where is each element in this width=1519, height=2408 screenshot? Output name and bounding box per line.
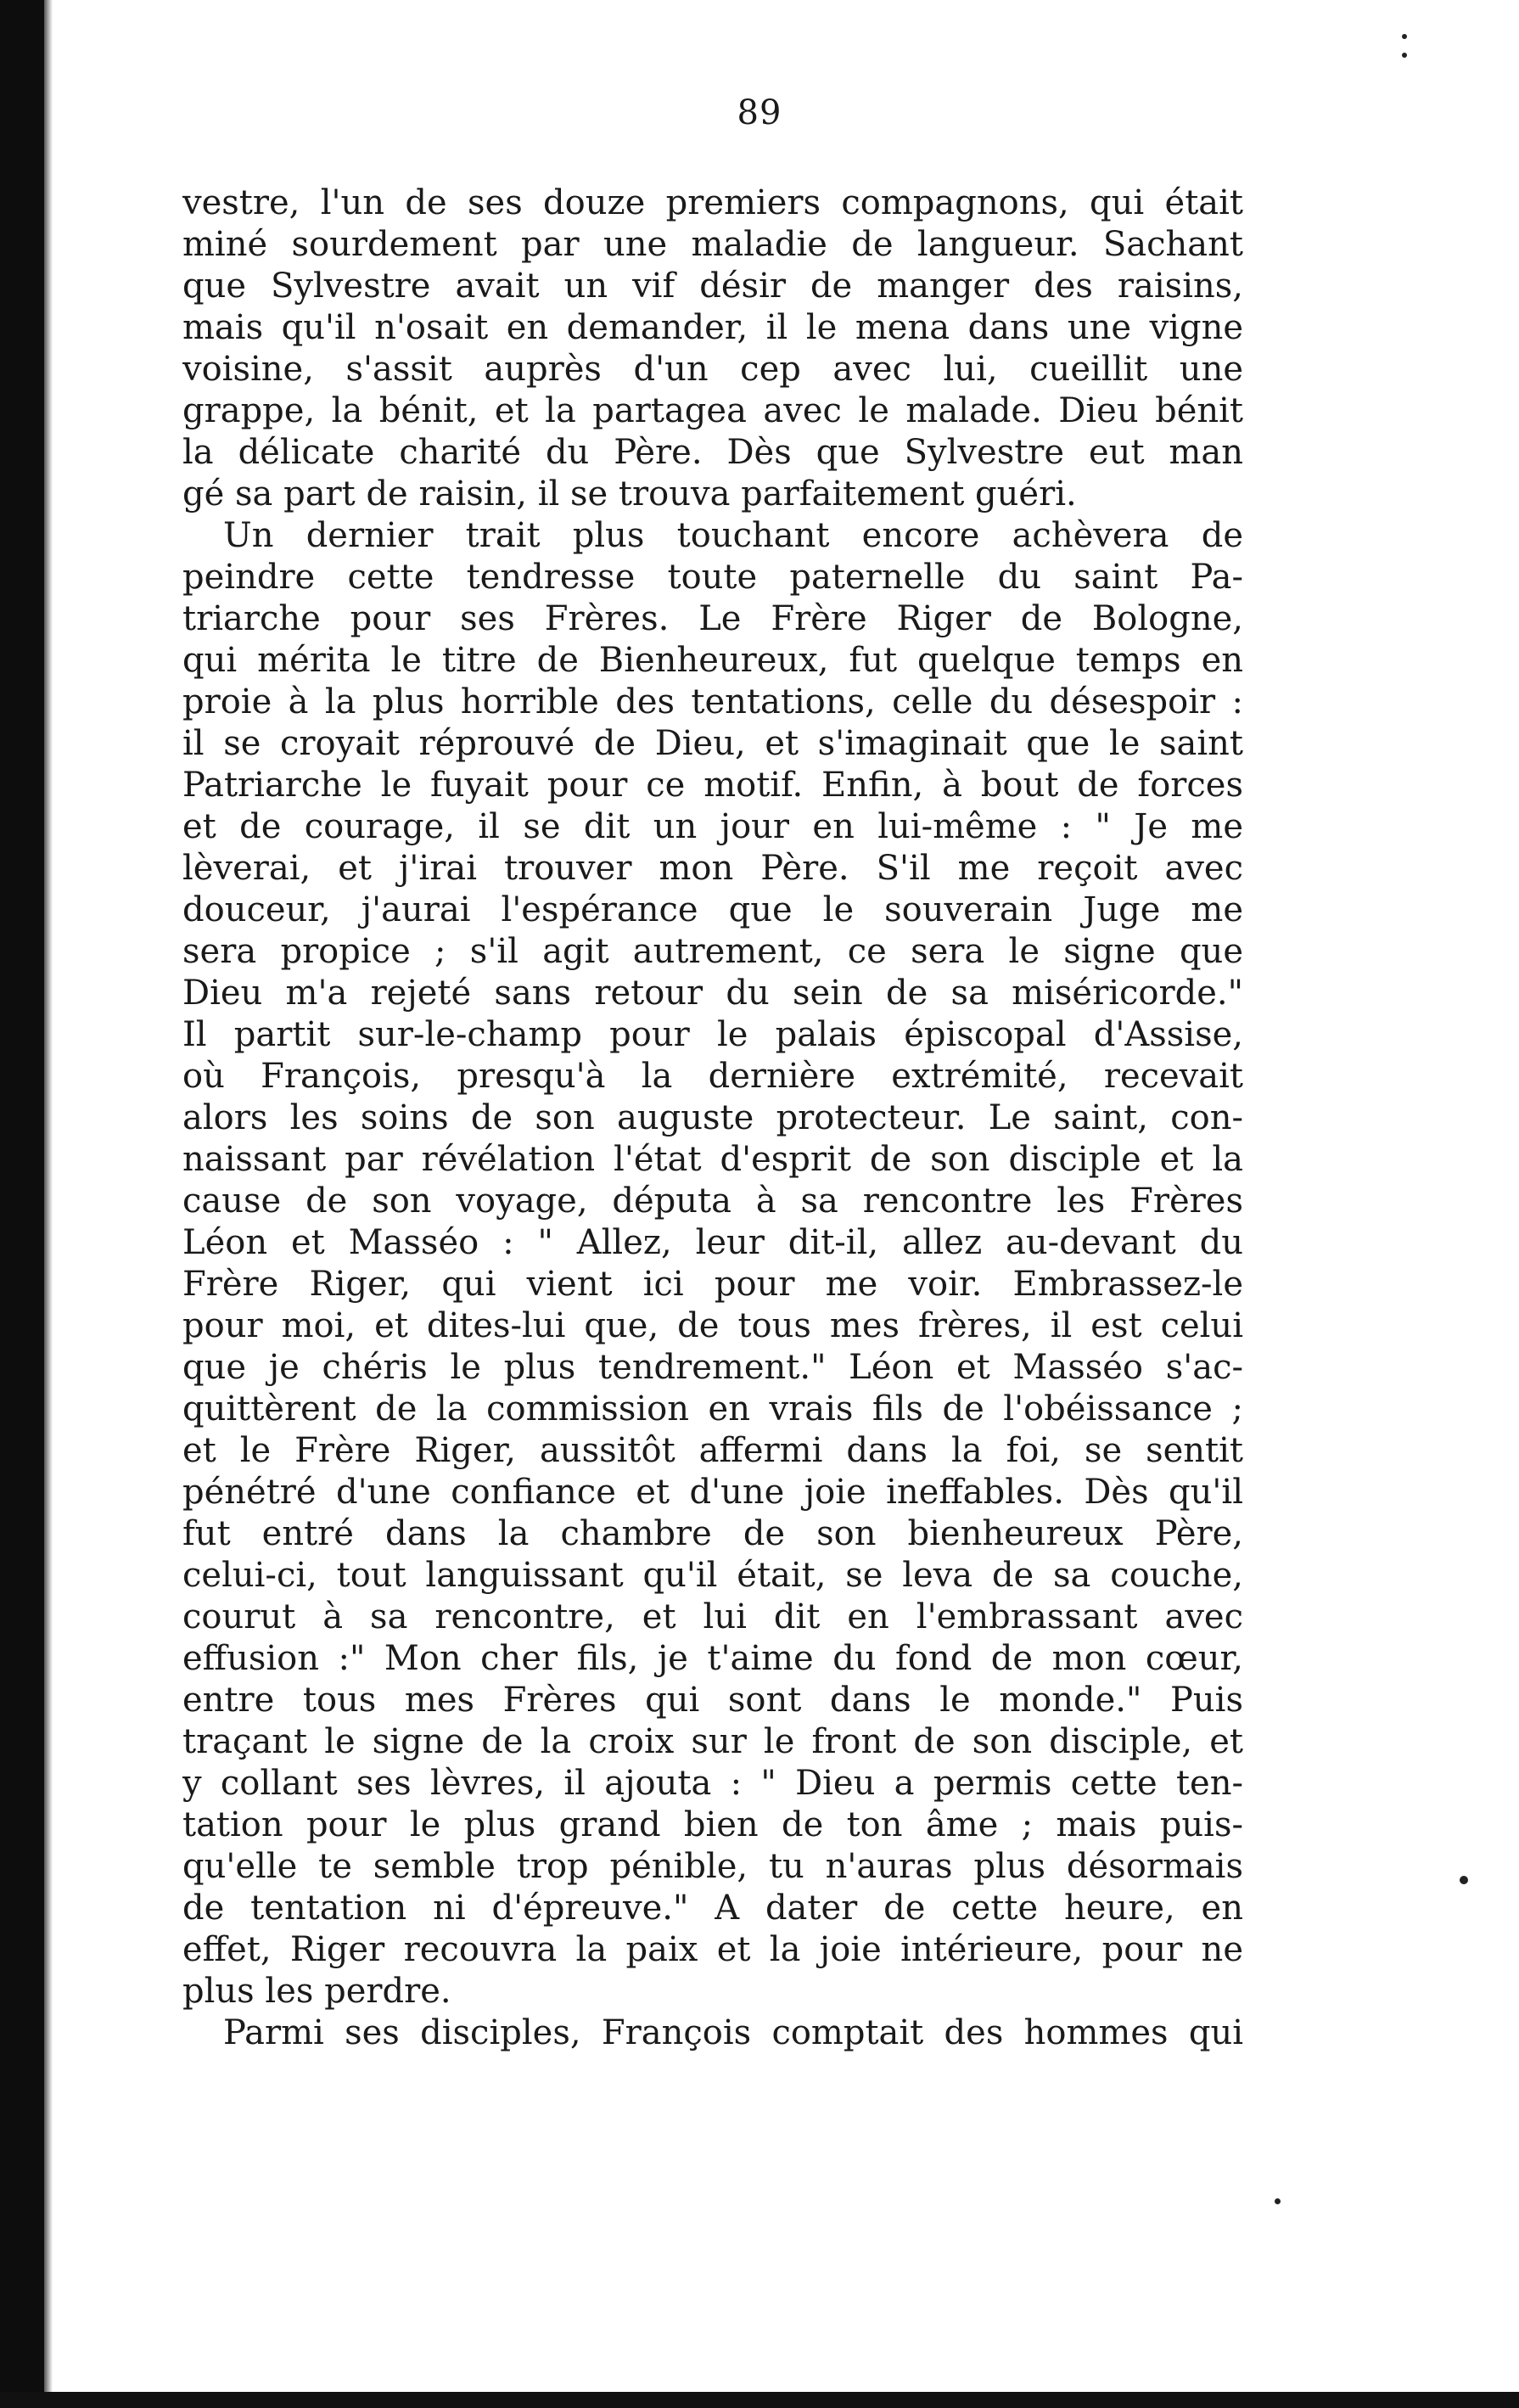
text-line: Parmi ses disciples, François comptait des hommes qui [223,2013,1243,2052]
text-line: quittèrent de la commission en vrais fils de l'obéissance ; [182,1389,1243,1429]
text-line: traçant le signe de la croix sur le front de son disciple, et [182,1722,1243,1761]
text-line: courut à sa rencontre, et lui dit en l'embrassant avec [182,1597,1243,1636]
text-line: effet, Riger recouvra la paix et la joie intérieure, pour ne [182,1930,1243,1969]
text-line: Dieu m'a rejeté sans retour du sein de sa miséricorde." [182,974,1243,1013]
text-line: alors les soins de son auguste protecteur. Le saint, con- [182,1098,1243,1137]
text-line: Il partit sur-le-champ pour le palais épiscopal d'Assise, [182,1015,1243,1054]
scan-speck [1275,2198,1281,2204]
text-line: y collant ses lèvres, il ajouta : " Dieu a permis cette ten- [182,1764,1243,1803]
text-line: cause de son voyage, députa à sa rencontre les Frères [182,1182,1243,1221]
text-line: vestre, l'un de ses douze premiers compagnons, qui était [182,183,1243,222]
text-line: naissant par révélation l'état d'esprit de son disciple et la [182,1140,1243,1179]
text-line: que je chéris le plus tendrement." Léon et Masséo s'ac- [182,1348,1243,1387]
text-line: qui mérita le titre de Bienheureux, fut quelque temps en [182,641,1243,680]
text-line: gé sa part de raisin, il se trouva parfaitement guéri. [182,474,1077,514]
text-line: grappe, la bénit, et la partagea avec le malade. Dieu bénit [182,391,1243,430]
text-line: Frère Riger, qui vient ici pour me voir. Embrassez-le [182,1265,1243,1304]
scan-bottom-edge [0,2392,1519,2408]
text-line: mais qu'il n'osait en demander, il le mena dans une vigne [182,308,1243,347]
binding-edge [0,0,44,2408]
text-line: pénétré d'une confiance et d'une joie ineffables. Dès qu'il [182,1473,1243,1512]
text-line: celui-ci, tout languissant qu'il était, se leva de sa couche, [182,1556,1243,1595]
text-line: douceur, j'aurai l'espérance que le souverain Juge me [182,890,1243,929]
text-line: la délicate charité du Père. Dès que Sylvestre eut man [182,433,1243,472]
text-line: plus les perdre. [182,1972,451,2011]
text-line: que Sylvestre avait un vif désir de manger des raisins, [182,267,1243,306]
text-line: fut entré dans la chambre de son bienheureux Père, [182,1514,1243,1553]
text-line: où François, presqu'à la dernière extrémité, recevait [182,1057,1243,1096]
text-line: effusion :" Mon cher fils, je t'aime du fond de mon cœur, [182,1639,1243,1678]
text-line: Léon et Masséo : " Allez, leur dit-il, allez au-devant du [182,1223,1243,1262]
text-line: qu'elle te semble trop pénible, tu n'auras plus désormais [182,1847,1243,1886]
text-line: de tentation ni d'épreuve." A dater de cette heure, en [182,1889,1243,1928]
body-text [182,182,1243,2054]
text-line: et le Frère Riger, aussitôt affermi dans la foi, se sentit [182,1431,1243,1470]
text-line: proie à la plus horrible des tentations, celle du désespoir : [182,682,1243,721]
text-line: miné sourdement par une maladie de langueur. Sachant [182,225,1243,264]
text-line: entre tous mes Frères qui sont dans le monde." Puis [182,1681,1243,1720]
page-number: 89 [737,93,782,132]
scan-speck [1402,34,1407,39]
text-line: pour moi, et dites-lui que, de tous mes frères, il est celui [182,1306,1243,1345]
text-line: et de courage, il se dit un jour en lui-même : " Je me [182,807,1243,846]
text-line: il se croyait réprouvé de Dieu, et s'imaginait que le saint [182,724,1243,763]
text-line: Patriarche le fuyait pour ce motif. Enfin, à bout de forces [182,766,1243,805]
scan-speck [1460,1876,1468,1884]
text-line: voisine, s'assit auprès d'un cep avec lui, cueillit une [182,350,1243,389]
text-line: sera propice ; s'il agit autrement, ce sera le signe que [182,932,1243,971]
text-line: peindre cette tendresse toute paternelle du saint Pa- [182,558,1243,597]
text-line: Un dernier trait plus touchant encore achèvera de [223,516,1243,555]
text-line: triarche pour ses Frères. Le Frère Riger de Bologne, [182,599,1243,638]
binding-shadow [44,0,53,2408]
scan-speck [1402,53,1407,58]
text-line: lèverai, et j'irai trouver mon Père. S'il me reçoit avec [182,849,1243,888]
text-line: tation pour le plus grand bien de ton âme ; mais puis- [182,1805,1243,1844]
